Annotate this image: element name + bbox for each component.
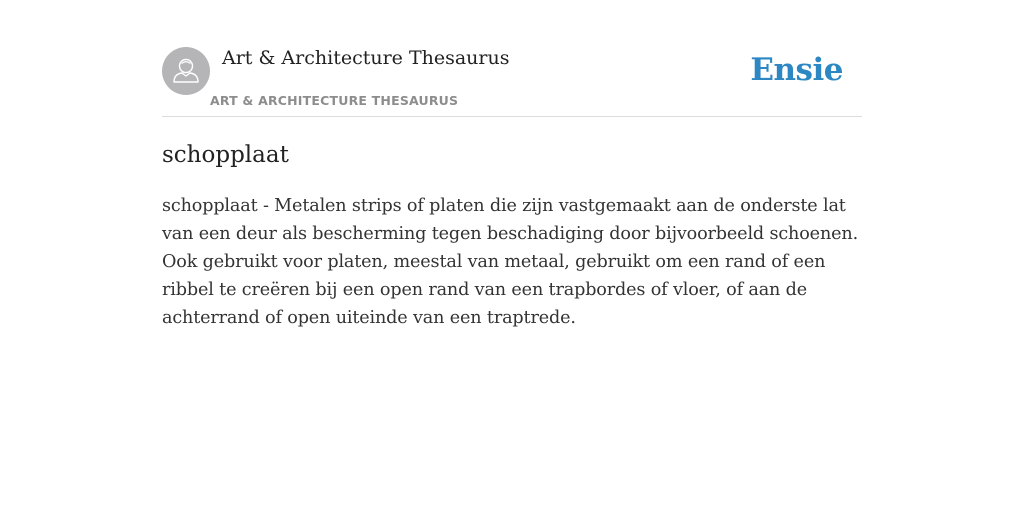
ensie-logo[interactable]: Ensie (750, 52, 843, 88)
user-icon (162, 47, 210, 95)
term-definition: schopplaat - Metalen strips of platen die zijn vastgemaakt aan de onderste lat van een deur als bescherming tegen beschadiging door bijvoorbeeld schoenen. Ook gebruikt voor platen, meestal van metaal, gebruikt om een rand of een ribbel te creëren bij een open rand van een trapbordes of vloer, of aan de achterrand of open uiteinde van een traptrede. (162, 196, 859, 328)
avatar[interactable] (162, 47, 210, 95)
entry-header (162, 46, 862, 117)
author-name-link[interactable]: Art & Architecture Thesaurus (222, 47, 510, 69)
term-title: schopplaat (162, 142, 289, 168)
source-label[interactable]: ART & ARCHITECTURE THESAURUS (210, 93, 459, 108)
